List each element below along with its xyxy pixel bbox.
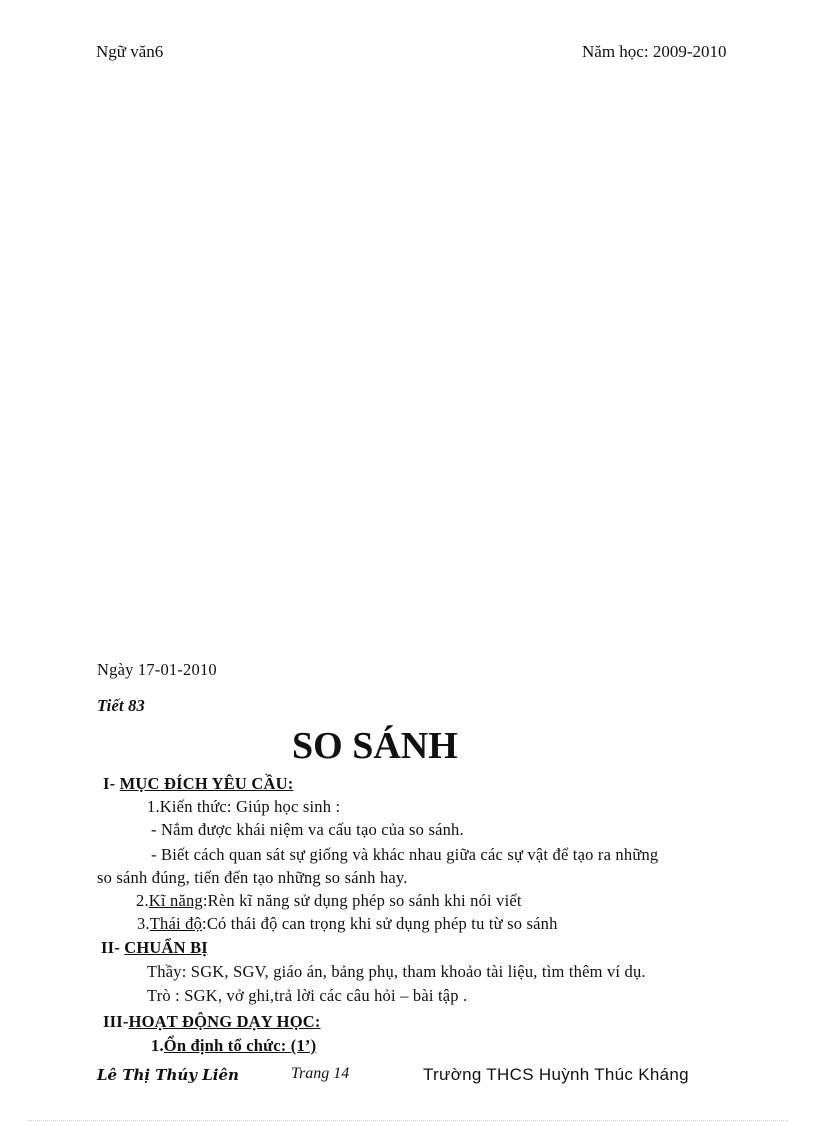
section1-prefix: I-: [103, 774, 120, 793]
footer-school: Trường THCS Huỳnh Thúc Kháng: [423, 1065, 689, 1084]
section3-item1: [151, 1036, 316, 1056]
section1-item2: [136, 891, 522, 911]
section3-item1-label: Ổn định tổ chức: (1’): [163, 1036, 317, 1055]
lesson-date: Ngày 17-01-2010: [97, 660, 217, 679]
section1-item2-num: 2.: [136, 891, 149, 910]
page-title: SO SÁNH: [292, 725, 458, 767]
section3-title: HOẠT ĐỘNG DẠY HỌC:: [128, 1012, 321, 1031]
section1-item3-label: Thái độ: [149, 914, 203, 933]
section1-item2-label: Kĩ năng: [148, 891, 203, 910]
section1-title: MỤC ĐÍCH YÊU CẦU:: [119, 774, 294, 793]
lesson-period: Tiết 83: [97, 696, 145, 715]
section3-item1-num: 1.: [151, 1036, 164, 1055]
section1-item1-b-line1: - Biết cách quan sát sự giống và khác nhau giữa các sự vật để tạo ra những: [151, 845, 659, 864]
header-subject: Ngữ văn6: [96, 42, 164, 61]
footer-divider: [28, 1120, 788, 1121]
footer-author: Lê Thị Thúy Liên: [97, 1066, 239, 1084]
footer-page-number: Trang 14: [291, 1065, 350, 1082]
section2-title: CHUẨN BỊ: [124, 938, 208, 957]
section1-item2-text: :Rèn kĩ năng sử dụng phép so sánh khi nói viết: [202, 891, 522, 910]
section3-heading: [103, 1012, 321, 1032]
section2-heading: [101, 938, 208, 958]
section1-item3-text: :Có thái độ can trọng khi sử dụng phép tu từ so sánh: [202, 914, 558, 933]
section3-prefix: III-: [103, 1012, 129, 1031]
section2-student: Trò : SGK, vở ghi,trả lời các câu hỏi – bài tập .: [147, 986, 468, 1005]
section1-item3: [137, 914, 558, 934]
section1-item1-b-line2: so sánh đúng, tiến đến tạo những so sánh hay.: [97, 868, 408, 887]
section2-teacher: Thầy: SGK, SGV, giáo án, bảng phụ, tham khoảo tài liệu, tìm thêm ví dụ.: [147, 962, 646, 981]
header-school-year: Năm học: 2009-2010: [582, 42, 727, 61]
section1-item3-num: 3.: [137, 914, 150, 933]
section1-item1: 1.Kiến thức: Giúp học sinh :: [147, 797, 341, 816]
section2-prefix: II-: [101, 938, 125, 957]
section1-item1-a: - Nắm được khái niệm va cấu tạo của so sánh.: [151, 820, 464, 839]
section1-heading: [103, 774, 293, 794]
